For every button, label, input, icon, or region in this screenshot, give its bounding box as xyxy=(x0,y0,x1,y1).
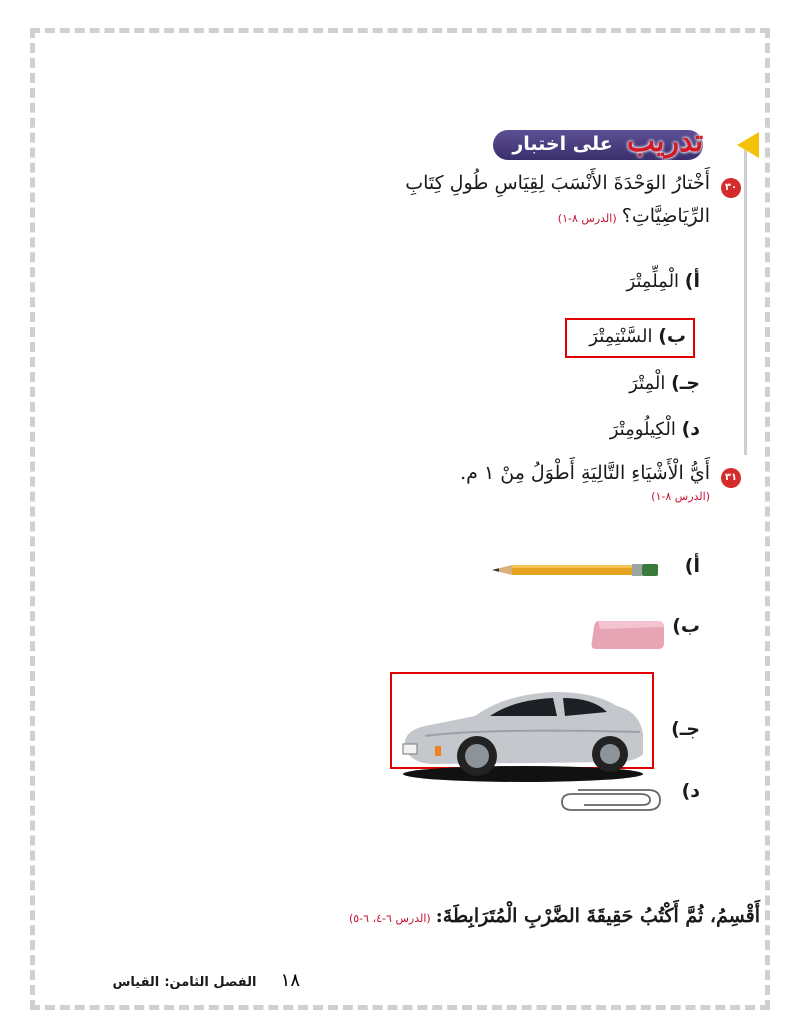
arrow-icon xyxy=(737,132,759,158)
page-number: ١٨ xyxy=(280,970,300,991)
question-number-30: ٣٠ xyxy=(721,178,741,198)
option-letter: ب) xyxy=(658,325,686,347)
option-letter: أ) xyxy=(684,270,700,292)
question-31-text: أَيُّ الْأَشْيَاءِ التَّالِيَةِ أَطْوَلُ مِنْ ١ م. xyxy=(460,462,710,484)
option-letter: د) xyxy=(681,418,700,440)
banner-logo: تدريب xyxy=(626,124,704,159)
paperclip-icon xyxy=(558,786,664,814)
chapter-topic: القياس xyxy=(112,975,160,990)
option-b[interactable] xyxy=(460,325,686,347)
option-letter[interactable]: أ) xyxy=(684,555,700,577)
lesson-ref: (الدرس ٦-٤، ٦-٥) xyxy=(348,912,431,925)
option-d[interactable] xyxy=(460,418,700,440)
option-text: السَّنْتِمِتْرَ xyxy=(589,326,653,347)
page-footer xyxy=(40,970,300,998)
question-30-line2-text: الرِّيَاضِيَّاتِ؟ xyxy=(621,205,710,227)
lesson-ref: (الدرس ٨-١) xyxy=(651,490,710,503)
question-30-line2 xyxy=(300,205,710,227)
car-icon xyxy=(395,676,651,784)
chapter-label: الفصل الثامن: xyxy=(164,975,257,990)
instruction-text: أَقْسِمُ، ثُمَّ أَكْتُبُ حَقِيقَةَ الضَّرْبِ الْمُتَرَابِطَةَ: xyxy=(435,905,760,927)
option-letter[interactable]: د) xyxy=(681,780,700,802)
practice-banner xyxy=(485,122,765,168)
instruction-line xyxy=(240,905,760,927)
question-30-line1: أَخْتارُ الوَحْدَةَ الأَنْسَبَ لِقِيَاسِ طُولِ كِتَابِ xyxy=(405,172,710,194)
option-letter: جـ) xyxy=(671,372,700,394)
banner-subtitle: على اختبار xyxy=(512,133,613,155)
lesson-ref: (الدرس ٨-١) xyxy=(557,212,617,225)
pencil-icon xyxy=(492,562,662,578)
option-letter[interactable]: ب) xyxy=(672,615,700,637)
eraser-icon xyxy=(588,615,668,651)
sidebar-line xyxy=(744,150,747,455)
option-text: الْمِتْرَ xyxy=(629,373,666,394)
option-text: الْكِيلُومِتْرَ xyxy=(609,419,676,440)
option-text: الْمِلِّمِتْرَ xyxy=(626,271,680,292)
option-c[interactable] xyxy=(460,372,700,394)
question-number-31: ٣١ xyxy=(721,468,741,488)
option-a[interactable] xyxy=(460,270,700,292)
option-letter[interactable]: جـ) xyxy=(671,718,700,740)
